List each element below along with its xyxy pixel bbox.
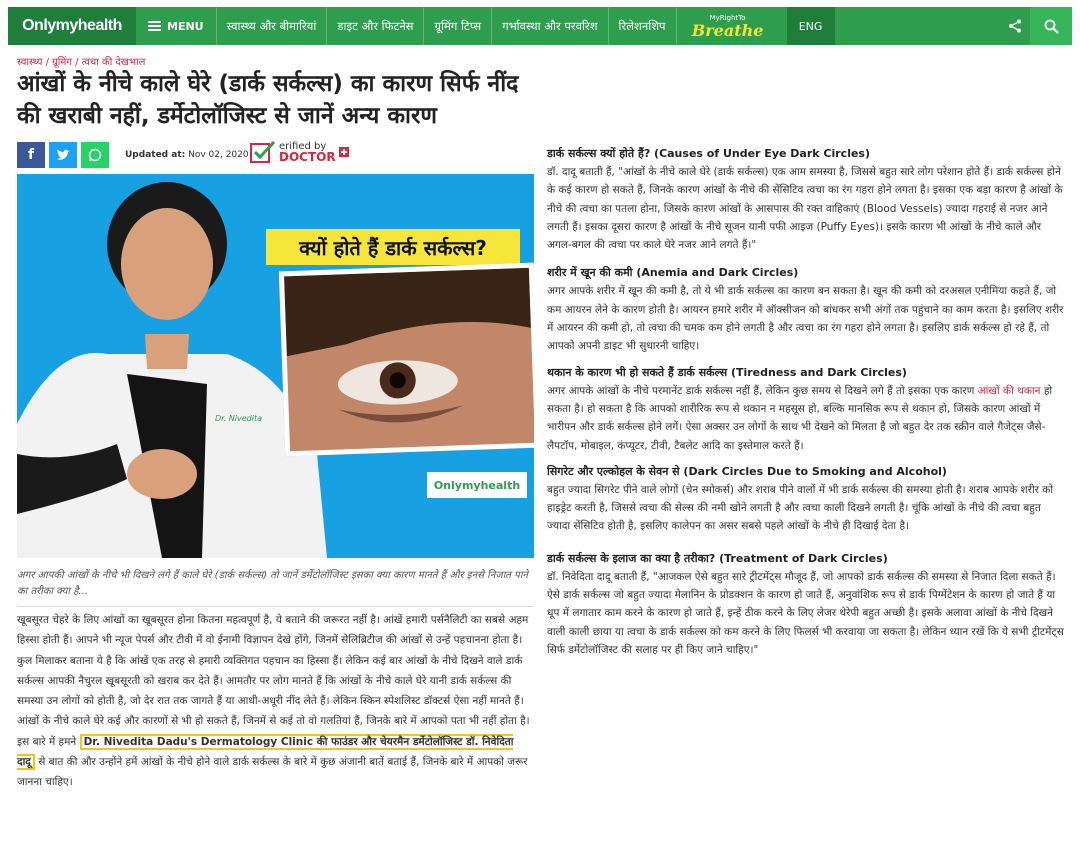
article-title: आंखों के नीचे काले घेरे (डार्क सर्कल्स) का कारण सिर्फ नींद की खराबी नहीं, डर्मेटोलॉजिस्ट से जानें अन्य कारण bbox=[17, 71, 519, 129]
twitter-share-button[interactable] bbox=[49, 142, 77, 168]
divider bbox=[17, 606, 534, 607]
breadcrumb-item[interactable]: त्वचा की देखभाल bbox=[81, 57, 146, 68]
image-caption: अगर आपकी आंखों के नीचे भी दिखने लगे हैं काले घेरे (डार्क सर्कल्स) तो जानें डर्मेटोलॉजिस्ट इसका क्या कारण मानते हैं और इनसे निजात पाने का तरीका क्या है... bbox=[17, 570, 528, 597]
section-heading-causes: डार्क सर्कल्स क्यों होते हैं? (Causes of Under Eye Dark Circles) bbox=[547, 147, 870, 160]
menu-label: MENU bbox=[167, 19, 204, 33]
menu-button[interactable] bbox=[136, 7, 216, 45]
eye-closeup-image bbox=[279, 263, 534, 457]
verified-text: erified by bbox=[279, 141, 327, 152]
nav-item-pregnancy[interactable]: गर्भावस्था और परवरिश bbox=[491, 7, 607, 45]
nav-item-grooming[interactable]: ग्रूमिंग टिप्स bbox=[423, 7, 491, 45]
highlight-text: Dr. Nivedita Dadu's Dermatology Clinic की फाउंडर और चेयरमैन डर्मेटोलॉजिस्ट डॉ. निवेदिता दादू bbox=[17, 735, 514, 769]
section-heading-smoking: सिगरेट और एल्कोहल के सेवन से (Dark Circles Due to Smoking and Alcohol) bbox=[547, 464, 947, 478]
campaign-big-text: Breathe bbox=[691, 20, 764, 40]
hero-headline: क्यों होते हैं डार्क सर्कल्स? bbox=[266, 229, 520, 265]
search-icon[interactable] bbox=[1030, 7, 1072, 45]
section-text-treatment: डॉ. निवेदिता दादू बताती हैं, "आजकल ऐसे बहुत सारे ट्रीटमेंट्स मौजूद हैं, जो आपको डार्क सर्कल्स की समस्या से निजात दिला सकते हैं। ऐसे डार्क सर्कल्स जो बहुत ज्यादा मेलानिन के प्रोडक्शन के कारण हो जाते हैं, अनुवांशिक रूप से डार्क पिग्मेंटेशन के कारण हो जाते हैं या धूप में लगातार काम करने के कारण हो जाते हैं, इन्हें ठीक करने के लिए लेजर थेरेपी बहुत अच्छी है। इसके अलावा आंखों के नीचे दिखने वाली काली छाया या त्वचा के डार्क सर्कल्स को कम करने के लिए फिलर्स भी करवाया जा सकता है। लेकिन ध्यान रखें कि ये सभी ट्रीटमेंट्स सिर्फ डर्मेटोलॉजिस्ट की सलाह पर ही किए जाने चाहिए।" bbox=[547, 570, 1064, 656]
breathe-campaign-link[interactable] bbox=[676, 7, 779, 45]
updated-label: Updated at: bbox=[125, 150, 186, 160]
breadcrumb-item[interactable]: स्वास्थ्य bbox=[17, 57, 43, 68]
hero-brand-label: Onlymyhealth bbox=[427, 472, 527, 498]
hero-image bbox=[17, 174, 534, 558]
section-text-causes: डॉ. दादू बताती हैं, "आंखों के नीचे काले घेरे (डार्क सर्कल्स) एक आम समस्या है, जिससे बहुत सारे लोग परेशान होते हैं। डार्क सर्कल्स होने के कई कारण हो सकते हैं, जिनके कारण आंखों के नीचे की सेंसिटिव त्वचा का रंग गहरा होने लगता है। इसका एक बड़ा कारण है आंखों के नीचे की त्वचा का पतला होना, जिसके कारण आंखों के आसपास की रक्त वाहिकाएं (Blood Vessels) ज्यादा गहराई से नजर आने लगती हैं। इसका दूसरा कारण है आंखों के नीचे सूजन यानी पफी आइज (Puffy Eyes)। इसके कारण भी आंखों के नीचे काले और अगल-बगल की त्वचा पर काले घेरे नजर आने लगते हैं।" bbox=[547, 166, 1063, 252]
whatsapp-share-button[interactable] bbox=[81, 142, 109, 168]
section-heading-tiredness: थकान के कारण भी हो सकते हैं डार्क सर्कल्स (Tiredness and Dark Circles) bbox=[547, 365, 907, 379]
top-nav bbox=[8, 7, 1072, 45]
checkmark-icon bbox=[250, 140, 276, 164]
nav-item-health[interactable]: स्वास्थ्य और बीमारियां bbox=[216, 7, 327, 45]
verified-doctor-text: DOCTOR bbox=[279, 150, 336, 164]
language-toggle[interactable]: ENG bbox=[787, 7, 835, 45]
intro-text-end: से बात की और उन्होंने हमें आंखों के नीचे होने वाले डार्क सर्कल्स के बारे में कुछ अंजानी बातें बताई हैं, जिनके बारे में आपको जरूर जानना चाहिए। bbox=[17, 756, 528, 789]
breadcrumb: स्वास्थ्य / ग्रूमिंग / त्वचा की देखभाल bbox=[17, 57, 146, 68]
updated-date bbox=[125, 150, 249, 160]
section-heading-treatment: डार्क सर्कल्स के इलाज का क्या है तरीका? (Treatment of Dark Circles) bbox=[547, 551, 888, 565]
campaign-small-text: MyRightTo bbox=[709, 13, 746, 22]
nav-item-relationship[interactable]: रिलेशनशिप bbox=[608, 7, 676, 45]
tiredness-text-end: हो सकता है। हो सकता है कि आपको शारीरिक रूप से थकान न महसूस हो, बल्कि मानसिक रूप से थकान हो, जिसके कारण आंखों में भारीपन और डार्क सर्कल्स होने लगें। ऐसा अक्सर उन लोगों के साथ भी देखने को मिलता है जो बहुत देर तक स्क्रीन वाले गैजेट्स जैसे- लैपटॉप, मोबाइल, कंप्यूटर, टीवी, टैबलेट आदि का इस्तेमाल करते हैं। bbox=[547, 384, 1053, 452]
section-text-anemia: अगर आपके शरीर में खून की कमी है, तो ये भी डार्क सर्कल्स का कारण बन सकता है। खून की कमी को दरअसल एनीमिया कहते हैं, जो कम आयरन लेने के कारण होती है। आयरन हमारे शरीर में ऑक्सीजन को बांधकर सभी अंगों तक पहुंचाने का काम करता है। इसलिए शरीर में आयरन की कमी हो, तो त्वचा की चमक कम होने लगती है और त्वचा का रंग गहरा होने लगता है। इसलिए डार्क सर्कल्स हो रहे हैं, तो आपको अपनी डाइट भी सुधारनी चाहिए। bbox=[547, 285, 1064, 353]
intro-paragraph bbox=[17, 610, 534, 793]
section-text-tiredness bbox=[547, 382, 1067, 455]
medical-cross-icon bbox=[339, 147, 349, 157]
tiredness-text: अगर आपके आंखों के नीचे परमानेंट डार्क सर्कल्स नहीं हैं, लेकिन कुछ समय से दिखने लगे हैं तो इसका एक कारण bbox=[547, 384, 975, 397]
site-logo[interactable]: Onlymyhealth bbox=[8, 7, 136, 45]
share-icon[interactable] bbox=[1000, 7, 1030, 45]
breadcrumb-item[interactable]: ग्रूमिंग bbox=[52, 57, 72, 68]
section-text-smoking: बहुत ज्यादा सिगरेट पीने वाले लोगों (चेन स्मोकर्स) और शराब पीने वालों में भी डार्क सर्कल्स की समस्या होती है। शराब आपके शरीर को हाइड्रेट करती है, जिससे त्वचा की सेल्स की नमी खोने लगती है और त्वचा काली दिखने लगती है। चूंकि आंखों के नीचे की त्वचा बहुत ज्यादा सेंसिटिव होती है, इसलिए कालेपन का असर सबसे पहले आंखों के नीचे ही दिखाई देता है। bbox=[547, 483, 1054, 533]
facebook-share-button[interactable]: f bbox=[17, 142, 45, 168]
hamburger-icon bbox=[148, 21, 161, 31]
eye-fatigue-link[interactable]: आंखों की थकान bbox=[977, 384, 1041, 397]
coat-logo-text: Dr. Nivedita bbox=[215, 414, 263, 423]
verified-by-doctor-badge bbox=[250, 140, 349, 164]
intro-text: खूबसूरत चेहरे के लिए आंखों का खूबसूरत होना कितना महत्वपूर्ण है, ये बताने की जरूरत नहीं है। आंखें हमारी पर्सनैलिटी का सबसे अहम हिस्सा होती हैं। आपने भी न्यूज पेपर्स और टीवी में वो ईनामी विज्ञापन देखे होंगे, जिनमें सेलिब्रिटीज की आंखों से उन्हें पहचानना होता है। कुल मिलाकर बताना ये है कि आंखें एक तरह से हमारी व्यक्तिगत पहचान का हिस्सा हैं। लेकिन कई बार आंखों के नीचे दिखने वाले डार्क सर्कल्स आपकी नैचुरल खूबसूरती को खराब कर देते हैं। आमतौर पर लोग मानते हैं कि आंखों के नीचे काले घेरे यानी डार्क सर्कल्स की समस्या उन लोगों को होती है, जो देर रात तक जागते हैं या आधी-अधूरी नींद लेते हैं। लेकिन स्किन स्पेशलिस्ट डॉक्टर्स ऐसा नहीं मानते हैं। आंखों के नीचे काले घेरे कई और कारणों से भी हो सकते हैं, जिनमें से कई तो वो गलतियां हैं, जिनके बारे में आपको पता भी नहीं होता है। इस बारे में हमने bbox=[17, 614, 530, 748]
article-right-column bbox=[547, 145, 1067, 659]
nav-item-diet-fitness[interactable]: डाइट और फिटनेस bbox=[326, 7, 423, 45]
section-heading-anemia: शरीर में खून की कमी (Anemia and Dark Circles) bbox=[547, 266, 799, 280]
updated-value: Nov 02, 2020 bbox=[188, 150, 249, 160]
share-row bbox=[17, 142, 249, 168]
